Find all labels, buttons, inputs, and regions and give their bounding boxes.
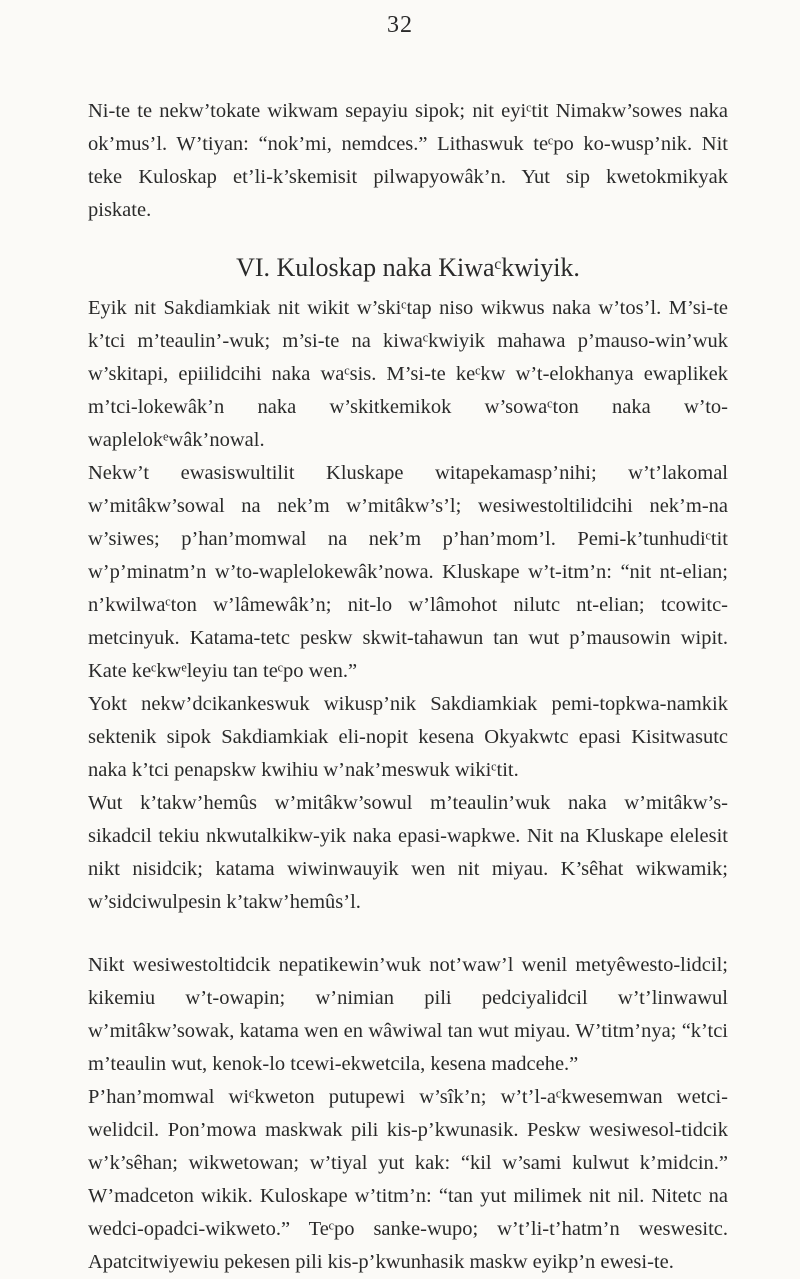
paragraph: P’han’momwal wiᶜkweton putupewi w’sîk’n; w’t’l-aᶜkwesemwan wetci-welidcil. Pon’mowa maskwak pili kis-p’kwunasik. Peskw wesiwesol-tidcik w’k’sêhan; wikwetowan; w’tiyal yut kak: “kil w’sami kulwut k’midcin.” W’madceton wikik. Kuloskape w’titm’n: “tan yut milimek nit nil. Nitetc na wedci-opadci-wikweto.” Teᶜpo sanke-wupo; w’t’li-t’hatm’n weswesitc. Apatcitwiyewiu pekesen pili kis-p’kwunhasik maskw eyikp’n ewesi-te. bbox=[88, 1086, 728, 1273]
paragraph: Ni-te te nekw’tokate wikwam sepayiu sipok; nit eyiᶜtit Nimakw’sowes naka ok’mus’l. W’tiyan: “nok’mi, nemdces.” Lithaswuk teᶜpo ko-wusp’nik. Nit teke Kuloskap et’li-k’skemisit pilwapyowâk’n. Yut sip kwetokmikyak piskate. bbox=[88, 100, 728, 221]
paragraph: Nikt wesiwestoltidcik nepatikewin’wuk not’waw’l wenil metyêwesto-lidcil; kikemiu w’t-owapin; w’nimian pili pedciyalidcil w’t’linwawul w’mitâkw’sowak, katama wen en wâwiwal tan wut miyau. W’titm’nya; “k’tci m’teaulin wut, kenok-lo tcewi-ekwetcila, kesena madcehe.” bbox=[88, 954, 728, 1075]
paragraph: Wut k’takw’hemûs w’mitâkw’sowul m’teaulin’wuk naka w’mitâkw’s-sikadcil tekiu nkwutalkikw-yik naka epasi-wapkwe. Nit na Kluskape elelesit nikt nisidcik; katama wiwinwauyik wen nit miyau. K’sêhat wikwamik; w’sidciwulpesin k’takw’hemûs’l. bbox=[88, 792, 728, 913]
paragraph: Yokt nekw’dcikankeswuk wikusp’nik Sakdiamkiak pemi-topkwa-namkik sektenik sipok Sakdiamkiak eli-nopit kesena Okyakwtc epasi Kisitwasutc naka k’tci penapskw kwihiu w’nak’meswuk wikiᶜtit. bbox=[88, 693, 728, 781]
section-heading: VI. Kuloskap naka Kiwaᶜkwiyik. bbox=[236, 253, 580, 282]
page-number: 32 bbox=[387, 12, 413, 38]
main-text bbox=[88, 95, 728, 1279]
paragraph: Eyik nit Sakdiamkiak nit wikit w’skiᶜtap niso wikwus naka w’tos’l. M’si-te k’tci m’teaulin’-wuk; m’si-te na kiwaᶜkwiyik mahawa p’mauso-win’wuk w’skitapi, epiilidcihi naka waᶜsis. M’si-te keᶜkw w’t-elokhanya ewaplikek m’tci-lokewâk’n naka w’skitkemikok w’sowaᶜton naka w’to-waplelokᵉwâk’nowal. bbox=[88, 297, 728, 451]
paragraph: Nekw’t ewasiswultilit Kluskape witapekamasp’nihi; w’t’lakomal w’mitâkw’sowal na nek’m w’mitâkw’s’l; wesiwestoltilidcihi nek’m-na w’siwes; p’han’momwal na nek’m p’han’mom’l. Pemi-k’tunhudiᶜtit w’p’minatm’n w’to-waplelokewâk’nowa. Kluskape w’t-itm’n: “nit nt-elian; n’kwilwaᶜton w’lâmewâk’n; nit-lo w’lâmohot nilutc nt-elian; tcowitc-metcinyuk. Katama-tetc peskw skwit-tahawun tan wut p’mausowin wipit. Kate keᶜkwᵉleyiu tan teᶜpo wen.” bbox=[88, 462, 728, 682]
